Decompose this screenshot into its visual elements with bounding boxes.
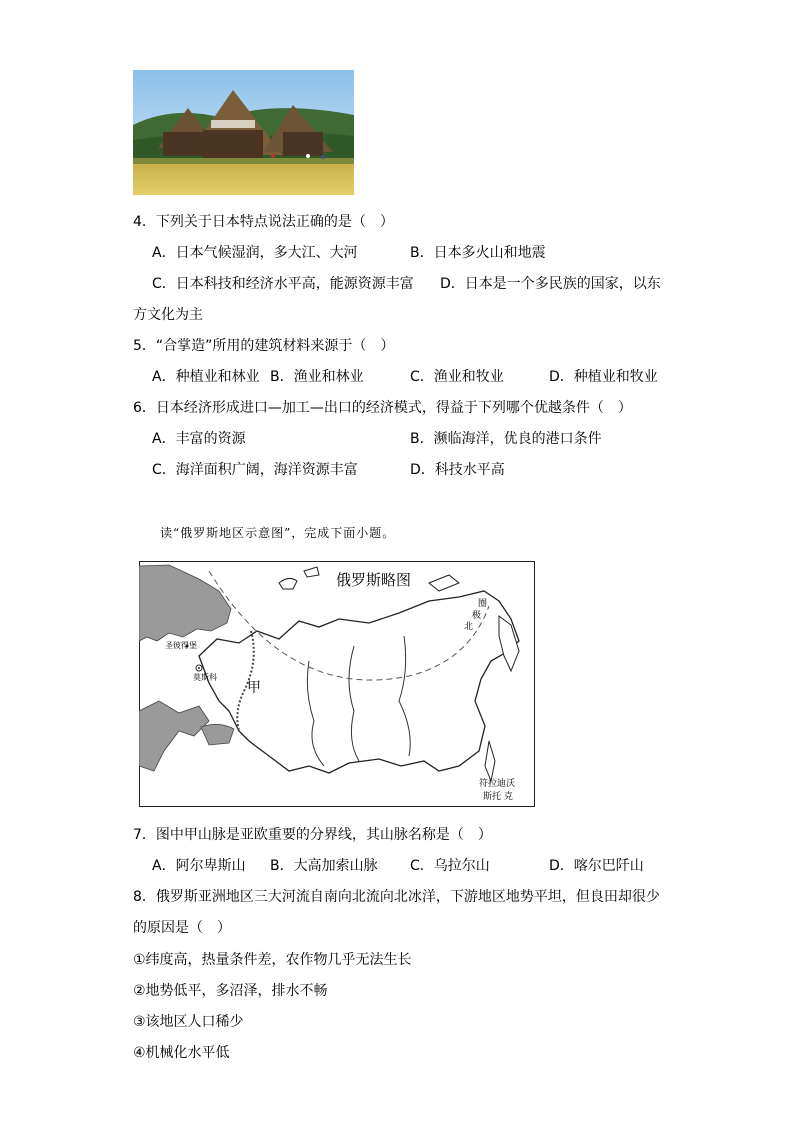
question-6-option-b: B．濒临海洋，优良的港口条件: [410, 431, 602, 447]
map-label-st-petersburg: 圣彼得堡: [165, 641, 197, 650]
question-7-option-b: B．大高加索山脉: [270, 858, 378, 874]
question-8-item-2: ②地势低平，多沼泽，排水不畅: [133, 983, 328, 999]
map-caption: 读“俄罗斯地区示意图”，完成下面小题。: [160, 526, 396, 540]
question-6-option-a: A．丰富的资源: [152, 431, 246, 447]
question-4-option-d: D．日本是一个多民族的国家，以东: [440, 276, 661, 292]
question-4-stem: 4．下列关于日本特点说法正确的是（ ）: [133, 214, 394, 230]
map-label-jia: 甲: [247, 680, 261, 696]
question-7-option-d: D．喀尔巴阡山: [549, 858, 644, 874]
question-4-option-a: A．日本气候湿润，多大江、大河: [152, 245, 358, 261]
map-label-moscow: 莫斯科: [193, 673, 217, 682]
question-6-stem: 6．日本经济形成进口—加工—出口的经济模式，得益于下列哪个优越条件（ ）: [133, 400, 632, 416]
question-4-continuation: 方文化为主: [133, 307, 203, 323]
question-5-option-d: D．种植业和牧业: [549, 369, 658, 385]
question-5-option-c: C．渔业和牧业: [410, 369, 504, 385]
question-7-option-c: C．乌拉尔山: [410, 858, 490, 874]
question-8-item-1: ①纬度高，热量条件差，农作物几乎无法生长: [133, 952, 412, 968]
thatched-house-photo: [133, 70, 354, 195]
question-5-stem: 5．“合掌造”所用的建筑材料来源于（ ）: [133, 338, 395, 354]
question-4-option-c: C．日本科技和经济水平高，能源资源丰富: [152, 276, 414, 292]
russia-map: [139, 561, 535, 807]
question-5-option-b: B．渔业和林业: [270, 369, 364, 385]
map-label-arctic-1: 圈: [478, 599, 488, 609]
question-6-option-d: D．科技水平高: [410, 462, 505, 478]
map-label-arctic-3: 北: [464, 622, 474, 632]
question-8-item-3: ③该地区人口稀少: [133, 1014, 244, 1030]
question-8-item-4: ④机械化水平低: [133, 1045, 230, 1061]
question-8-stem: 8．俄罗斯亚洲地区三大河流自南向北流向北冰洋，下游地区地势平坦，但良田却很少: [133, 889, 660, 905]
question-7-option-a: A．阿尔卑斯山: [152, 858, 246, 874]
question-8-continuation: 的原因是（ ）: [133, 920, 231, 936]
question-7-stem: 7．图中甲山脉是亚欧重要的分界线，其山脉名称是（ ）: [133, 827, 492, 843]
map-label-arctic-2: 极: [472, 611, 482, 621]
question-5-option-a: A．种植业和林业: [152, 369, 260, 385]
map-title: 俄罗斯略图: [336, 571, 412, 589]
question-4-option-b: B．日本多火山和地震: [410, 245, 546, 261]
map-label-vladivostok-2: 斯托 克: [483, 792, 513, 802]
map-label-vladivostok-1: 符拉迪沃: [479, 779, 516, 789]
question-6-option-c: C．海洋面积广阔，海洋资源丰富: [152, 462, 358, 478]
